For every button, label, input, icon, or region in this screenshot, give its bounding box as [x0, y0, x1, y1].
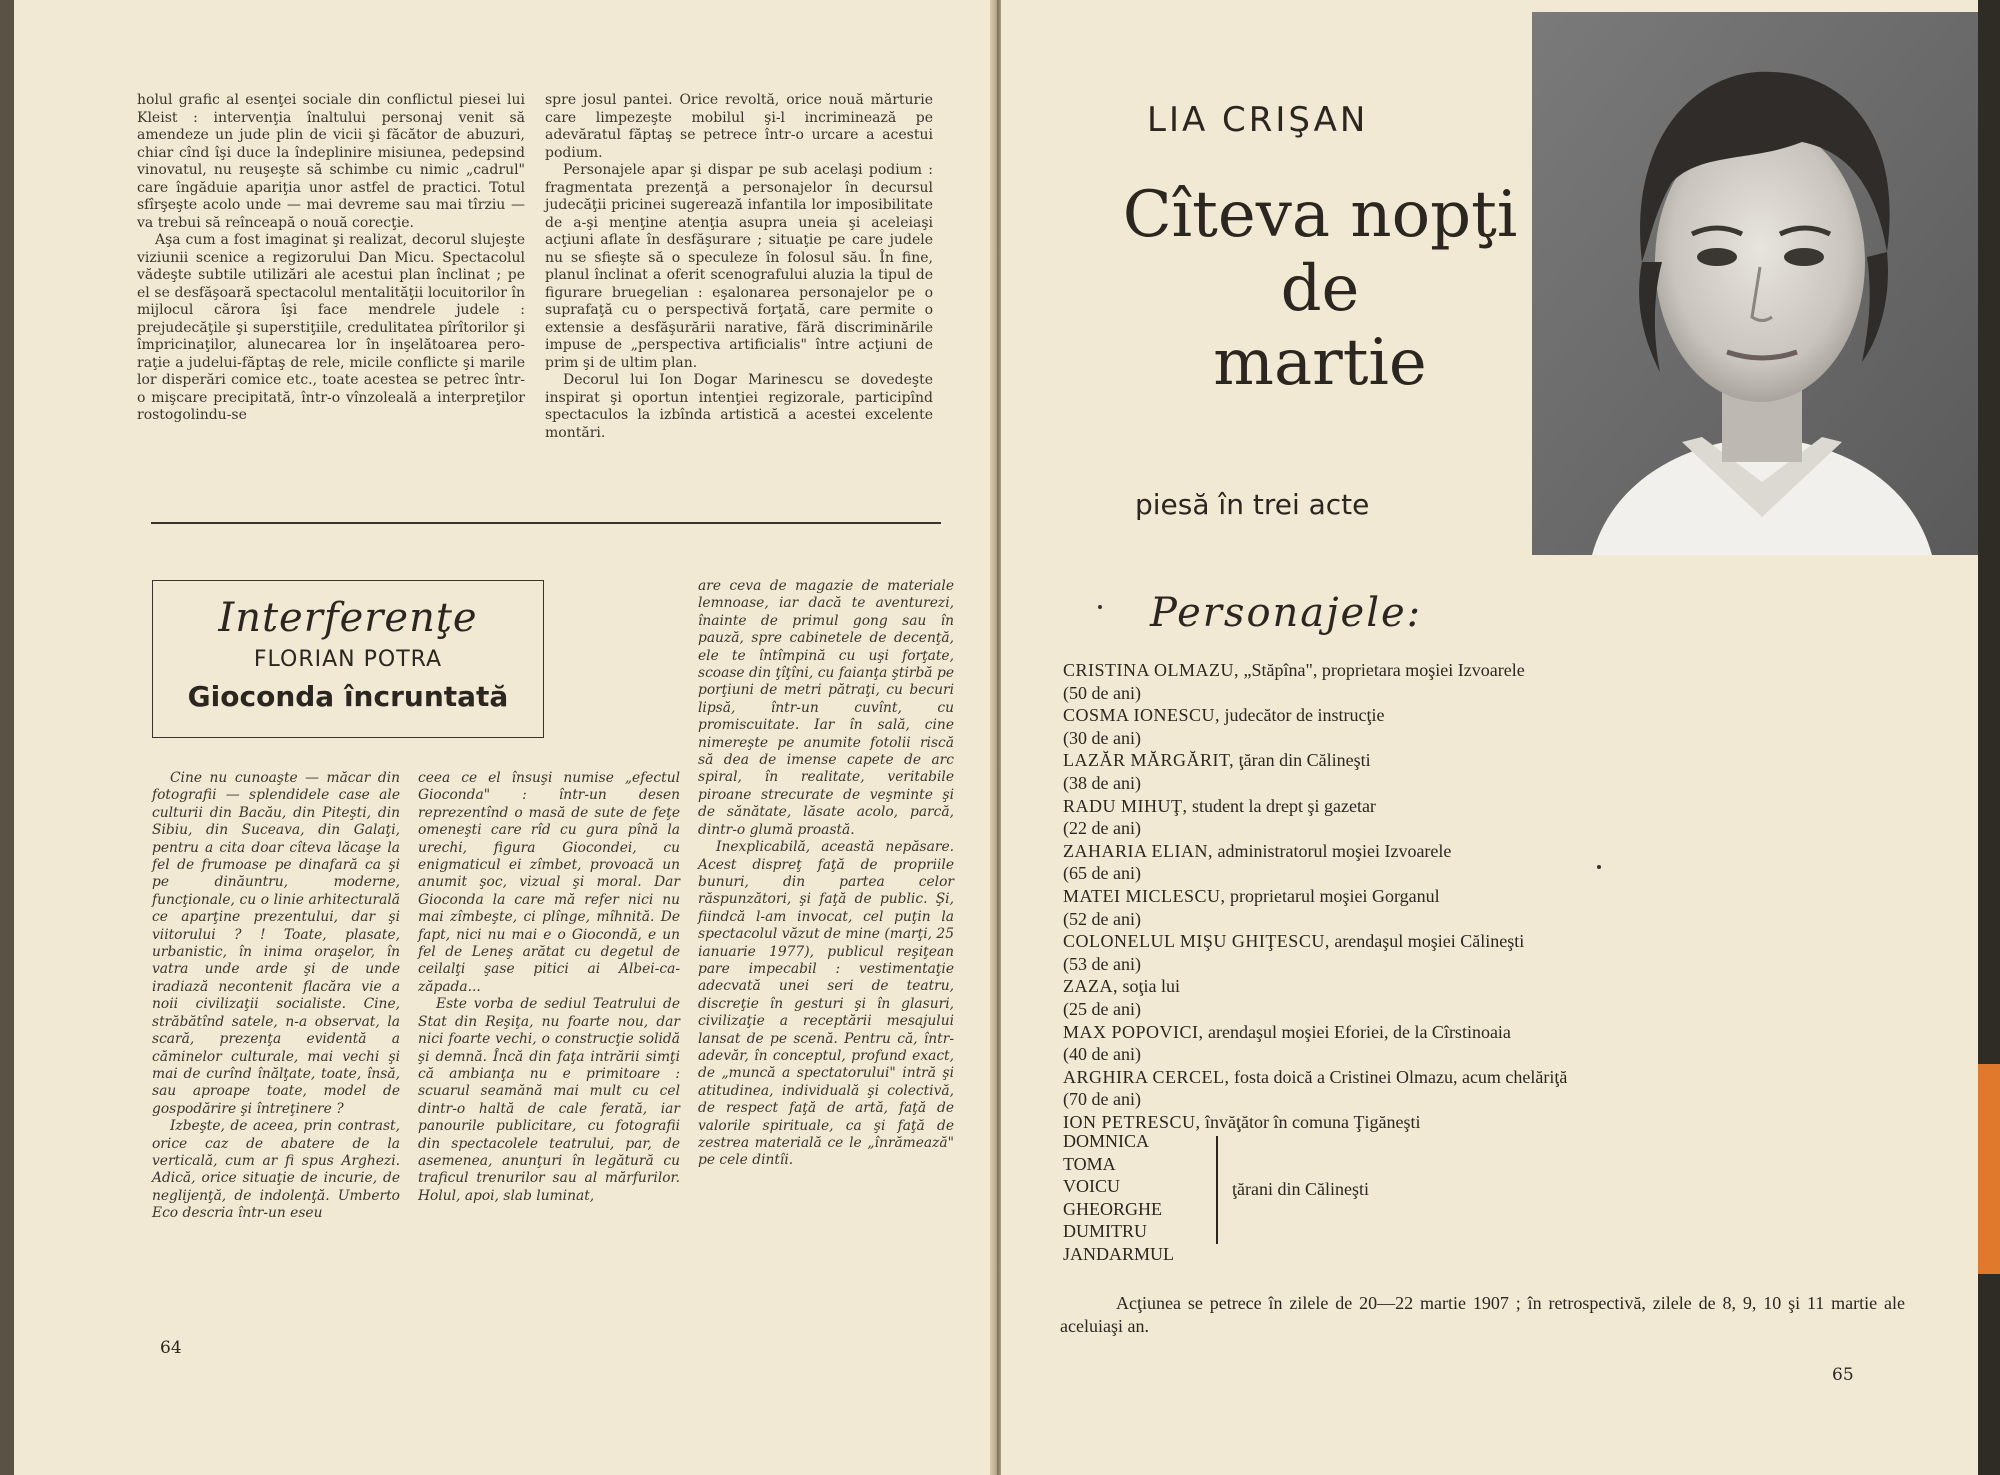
paragraph: are ceva de magazie de materiale lemnoase, iar dacă te aventurezi, înainte de primul gong sau în pauză, spre cabinetele de decenţă, ele te întîmpină cu uşi forţate, scoase din ţîţîni, cu faianţa ştirbă pe porţiuni de metri pătraţi, cu becuri lipsă, într-un cuvînt, cu promiscuitate. Iar în sală, cine nimereşte pe anumite fotolii riscă să dea de imense capete de arc spiral, în realitate, veritabile piroane strecurate de veşminte şi de sănătate, lăsate acolo, parcă, dintr-o glumă proastă. [698, 578, 954, 838]
cast-entry [1063, 930, 1943, 975]
paragraph: holul grafic al esenţei sociale din conflictul piesei lui Kleist : intervenţia înaltului personaj venit să amendeze un jude plin de vicii şi făcător de abuzuri, chiar cînd îşi duce la îndeplinire misiunea, pedepsind vinovatul, nu reuşeşte să schimbe cu nimic „cadrul" care îngăduie apariţia unor astfel de practici. Totul sfîrşeşte acolo unde — mai devreme sau mai tîrziu — va trebui să reînceapă o nouă corecţie. [137, 92, 525, 231]
group-character: DOMNICA [1063, 1131, 1150, 1151]
rubric-heading: Interferenţe [218, 595, 478, 641]
character-name: ZAHARIA ELIAN, [1063, 840, 1213, 861]
paragraph: spre josul pantei. Orice revoltă, orice nouă mărturie care limpezeşte mobilul şi-l incriminează pe adevăratul făptaş se petrece într-o urcare a acestui podium. [545, 92, 933, 161]
character-name: LAZĂR MĂRGĂRIT, [1063, 750, 1235, 771]
character-age: (50 de ani) [1063, 682, 1141, 703]
cast-entry [1063, 795, 1943, 840]
article-column-2 [545, 92, 933, 442]
character-name: MATEI MICLESCU, [1063, 885, 1226, 906]
cast-entry [1063, 840, 1943, 885]
character-description: student la drept şi gazetar [1187, 795, 1376, 816]
cast-list [1063, 659, 1943, 1133]
character-description: proprietarul moşiei Gorganul [1225, 885, 1440, 906]
column-header-box [152, 580, 544, 738]
action-setting-note: Acţiunea se petrece în zilele de 20—22 martie 1907 ; în retrospectivă, zilele de 8, 9, 10 şi 11 martie ale aceluiaşi an. [1060, 1293, 1905, 1336]
play-title-line: martie [1213, 326, 1427, 400]
play-author: LIA CRIŞAN [1147, 100, 1369, 140]
character-name: COSMA IONESCU, [1063, 705, 1221, 726]
cast-entry [1063, 704, 1943, 749]
page-number: 64 [160, 1338, 182, 1358]
character-name: COLONELUL MIŞU GHIŢESCU, [1063, 931, 1330, 952]
cast-entry [1063, 975, 1943, 1020]
group-label: ţărani din Călineşti [1232, 1179, 1369, 1199]
character-age: (25 de ani) [1063, 998, 1141, 1019]
article-author: FLORIAN POTRA [253, 647, 443, 672]
article-column-3 [152, 770, 400, 1223]
group-character: TOMA [1063, 1153, 1116, 1174]
character-description: învăţător în comuna Ţigăneşti [1200, 1111, 1421, 1132]
character-description: arendaşul moşiei Eforiei, de la Cîrstinoaia [1203, 1021, 1511, 1042]
print-speck [1597, 865, 1601, 869]
group-brace [1210, 1136, 1218, 1244]
character-age: (52 de ani) [1063, 908, 1141, 929]
cast-entry [1063, 1111, 1943, 1134]
left-page [0, 0, 997, 1475]
character-age: (53 de ani) [1063, 953, 1141, 974]
character-age: (30 de ani) [1063, 727, 1141, 748]
character-age: (65 de ani) [1063, 863, 1141, 884]
play-title-line: Cîteva nopţi [1122, 178, 1518, 252]
character-description: „Stăpîna", proprietara moşiei Izvoarele [1239, 660, 1525, 680]
paragraph: Aşa cum a fost imaginat şi realizat, decorul slujeşte viziunii scenice a regizorului Dan Micu. Spectacolul vădeşte subtile utilizări ale acestui plan înclinat ; pe el se desfăşoară spectacolul mentalităţii locuitorilor în mijlocul cărora îşi face mendrele judele : prejudecăţile şi superstiţiile, credulitatea pîrîtorilor şi împricinaţilor, alunecarea lor în inşelătoarea pero-raţie a judelui-făptaş de rele, micile conflicte şi marile lor disperări comice etc., toate acestea se petrec într-o mişcare precipitată, într-o vînzoleală a interpreţilor rostogolindu-se [137, 232, 525, 423]
cast-entry [1063, 659, 1943, 704]
peasant-group-list [1063, 1130, 1174, 1266]
paragraph: Decorul lui Ion Dogar Marinescu se dovedeşte inspirat şi oportun intenţiei regizorale, participînd spectaculos la izbînda artistică a acestei excelente montări. [545, 372, 933, 441]
group-character: JANDARMUL [1063, 1243, 1175, 1264]
play-title [1060, 178, 1580, 400]
character-description: soţia lui [1118, 976, 1180, 997]
character-description: judecător de instrucţie [1220, 705, 1385, 726]
group-character: GHEORGHE [1063, 1198, 1162, 1219]
paragraph: ceea ce el însuşi numise „efectul Gioconda" : într-un desen reprezentînd o masă de sute de feţe omeneşti care rîd cu gura pînă la urechi, figura Giocondei, cu enigmaticul ei zîmbet, provoacă un anumit şoc, vizual şi moral. Dar Gioconda la care mă refer nici nu mai zîmbeşte, ci plînge, mîhnită. De fapt, nici nu mai e o Giocondă, e un fel de Leneş arătat cu degetul de ceilalţi şase pitici ai Albei-ca-zăpada... [418, 770, 680, 995]
article-column-4 [418, 770, 680, 1205]
cast-entry [1063, 885, 1943, 930]
paragraph: Este vorba de sediul Teatrului de Stat din Reşiţa, nu foarte nou, dar nici foarte vechi, o construcţie solidă şi demnă. Încă din faţa intrării simţi că ambianţa nu e primitoare : scuarul seamănă mai mult cu cel dintr-o haltă de cale ferată, iar panourile publicitare, cu fotografii din spectacolele teatrului, par, de asemenea, anunţuri în legătură cu traficul trenurilor sau al mărfurilor. Holul, apoi, slab luminat, [418, 996, 680, 1204]
play-subtitle: piesă în trei acte [1135, 488, 1370, 521]
cast-entry [1063, 1021, 1943, 1066]
paragraph: Cine nu cunoaşte — măcar din fotografii — splendidele case ale culturii din Bacău, din Piteşti, din Sibiu, din Suceava, din Galaţi, pentru a cita doar cîteva lăcaşe la fel de frumoase pe dinafară ca şi pe dinăuntru, moderne, funcţionale, cu o linie arhitecturală ce aparţine prezentului, dar şi viitorului ? ! Toate, plasate, urbanistic, în inima oraşelor, în vatra unde arde şi de unde iradiază necontenit flacăra vie a noii civilizaţii socialiste. Cine, străbătînd satele, n-a observat, la scară, prezenţa evidentă a căminelor culturale, mai vechi şi mai de curînd înălţate, toate, însă, sau aproape toate, model de gospodărire şi întreţinere ? [152, 770, 400, 1117]
article-column-5 [698, 578, 954, 1170]
article-title: Gioconda încruntată [187, 680, 509, 713]
group-character: DUMITRU [1063, 1221, 1147, 1242]
portrait-image [1532, 12, 1980, 555]
print-speck [1098, 605, 1102, 609]
character-age: (70 de ani) [1063, 1089, 1141, 1110]
group-character: VOICU [1063, 1176, 1120, 1197]
character-name: CRISTINA OLMAZU, [1063, 660, 1240, 680]
character-age: (40 de ani) [1063, 1044, 1141, 1065]
character-name: ARGHIRA CERCEL, [1063, 1066, 1230, 1087]
cast-entry [1063, 749, 1943, 794]
author-portrait-photo [1532, 12, 1980, 555]
character-description: ţăran din Călineşti [1234, 750, 1371, 771]
character-name: MAX POPOVICI, [1063, 1021, 1204, 1042]
character-name: ION PETRESCU, [1063, 1111, 1201, 1132]
article-column-1 [137, 92, 525, 425]
edge-color-tab [1978, 1064, 2000, 1274]
character-age: (38 de ani) [1063, 772, 1141, 793]
paragraph: Personajele apar şi dispar pe sub acelaşi podium : fragmentata prezenţă a personajelor în decursul judecăţii pricinei sugerează infantila lor imposibilitate de a-şi menţine atenţia asupra uneia şi aceleiaşi acţiuni aflate în desfăşurare ; situaţie pe care judele nu se sfieşte să o speculeze în folosul său. În fine, planul înclinat a oferit scenografului aluzia la tipul de figurare bruegelian : eşalonarea personajelor pe o suprafaţă cu o perspectivă forţată, care permite o extensie a desfăşurării narative, fără discriminările impuse de „perspectiva artificialis" între acţiuni de prim şi de ultim plan. [545, 162, 933, 371]
character-description: arendaşul moşiei Călineşti [1329, 931, 1525, 952]
character-age: (22 de ani) [1063, 818, 1141, 839]
characters-heading: Personajele: [1150, 590, 1423, 636]
play-title-line: de [1280, 252, 1360, 326]
paragraph: Izbeşte, de aceea, prin contrast, orice caz de abatere de la verticală, cum ar fi spus Arghezi. Adică, orice situaţie de incurie, de neglijenţă, de indolenţă. Umberto Eco descria într-un eseu [152, 1118, 400, 1222]
character-name: ZAZA, [1063, 976, 1118, 997]
page-number: 65 [1832, 1365, 1854, 1385]
section-divider [151, 522, 941, 524]
book-binding [0, 0, 14, 1475]
character-description: administratorul moşiei Izvoarele [1212, 840, 1452, 861]
character-description: fosta doică a Cristinei Olmazu, acum chelăriţă [1229, 1066, 1568, 1087]
cast-entry [1063, 1066, 1943, 1111]
character-name: RADU MIHUŢ, [1063, 795, 1188, 816]
paragraph: Inexplicabilă, această nepăsare. Acest dispreţ faţă de propriile bunuri, din partea celor răspunzători, şi faţă de public. Şi, fiindcă l-am invocat, cel puţin la spectacolul văzut de mine (marţi, 25 ianuarie 1977), publicul reşiţean pare impecabil : vestimentaţie adecvată unei seri de teatru, discreţie în gesturi şi în glasuri, civilizaţie a receptării mesajului lansat de pe scenă. Pentru că, într-adevăr, în conceptul, profund exact, de „muncă a spectatorului" intră şi atitudinea, individuală şi colectivă, de respect faţă de artă, faţă de valorile spirituale, ca şi faţă de zestrea materială ce le „înrămează" pe cele dintîi. [698, 839, 954, 1169]
